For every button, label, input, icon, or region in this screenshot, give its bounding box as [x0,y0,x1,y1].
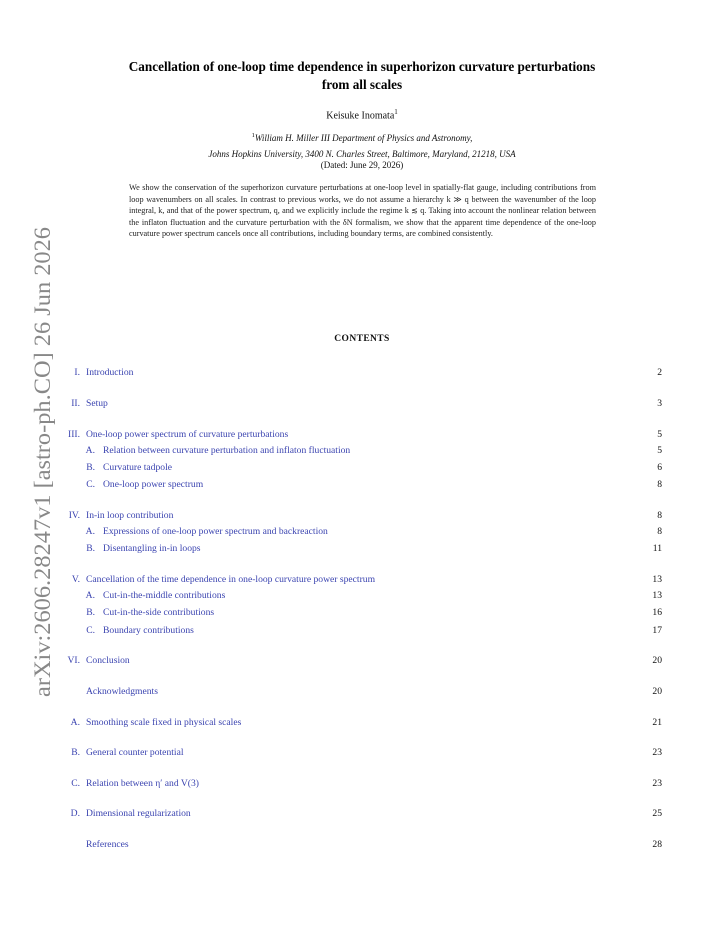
toc-entry-link[interactable]: Cut-in-the-side contributions [103,607,215,618]
toc-entry[interactable] [0,509,662,523]
toc-entry-number: B. [86,607,95,618]
toc-entry-number: C. [86,625,95,636]
toc-entry[interactable] [0,542,662,556]
toc-entry-page: 8 [657,479,662,490]
toc-entry-number: D. [70,808,80,819]
toc-entry[interactable] [0,573,662,587]
toc-entry[interactable] [0,716,662,730]
toc-entry-link[interactable]: References [86,839,129,850]
abstract: We show the conservation of the superhorizon curvature perturbations at one-loop level in spatially-flat gauge, including contributions from loop wavenumbers on all scales. In contrast to previous works, we do not assume a hierarchy k ≫ q between the wavenumber of the loop integral, k, and that of the power spectrum, q, and we explicitly include the regime k ≲ q. Taking into account the nonlinear relation between the inflaton fluctuation and the curvature perturbation with the δN formalism, we show that the apparent time dependence of the one-loop curvature power spectrum cancels once all contributions, including boundary terms, are combined consistently. [129,183,596,239]
toc-entry-page: 28 [652,839,662,850]
toc-entry-page: 2 [657,367,662,378]
toc-entry-number: A. [85,590,95,601]
dated-line: (Dated: June 29, 2026) [320,160,404,170]
toc-entry-number: II. [71,398,80,409]
toc-entry-page: 20 [652,655,662,666]
toc-entry-page: 17 [652,625,662,636]
toc-entry[interactable] [0,428,662,442]
toc-entry-page: 5 [657,445,662,456]
toc-entry[interactable] [0,746,662,760]
affiliation-superscript: 1 [251,132,255,139]
toc-entry-number: B. [71,747,80,758]
author-superscript: 1 [394,108,398,116]
toc-entry-number: C. [71,778,80,789]
toc-entry-number: VI. [67,655,80,666]
affiliation-line-2: Johns Hopkins University, 3400 N. Charles Street, Baltimore, Maryland, 21218, USA [208,148,516,159]
toc-entry[interactable] [0,606,662,620]
arxiv-identifier-text: arXiv:2606.28247v1 [astro-ph.CO] 26 Jun 2026 [30,244,56,697]
toc-entry-link[interactable]: Acknowledgments [86,686,158,697]
toc-entry-number: B. [86,543,95,554]
title-line-2: from all scales [321,77,403,92]
toc-entry[interactable] [0,807,662,821]
toc-entry[interactable] [0,397,662,411]
toc-entry-page: 23 [652,778,662,789]
toc-entry[interactable] [0,624,662,638]
toc-entry-number: A. [85,526,95,537]
toc-entry[interactable] [0,444,662,458]
toc-entry-page: 11 [652,543,662,554]
author-name: Keisuke Inomata [326,110,395,122]
toc-entry-link[interactable]: Setup [86,398,108,409]
toc-entry-link[interactable]: Boundary contributions [103,625,194,636]
toc-entry-number: V. [71,574,80,585]
toc-entry-page: 8 [657,510,662,521]
toc-entry-link[interactable]: Curvature tadpole [103,462,172,473]
toc-entry-link[interactable]: Cancellation of the time dependence in one-loop curvature power spectrum [86,574,376,585]
toc-entry-page: 20 [652,686,662,697]
toc-entry-link[interactable]: In-in loop contribution [86,510,174,521]
toc-entry-number: A. [70,717,80,728]
toc-entry-link[interactable]: Relation between curvature perturbation and inflaton fluctuation [103,445,351,456]
toc-entry-page: 8 [657,526,662,537]
toc-entry-link[interactable]: Conclusion [86,655,130,666]
toc-entry-page: 5 [657,429,662,440]
toc-entry-page: 25 [652,808,662,819]
toc-entry[interactable] [0,838,662,852]
toc-entry-link[interactable]: One-loop power spectrum [103,479,204,490]
toc-entry-link[interactable]: Introduction [86,367,134,378]
toc-entry-link[interactable]: Expressions of one-loop power spectrum and backreaction [103,526,328,537]
toc-entry-page: 3 [657,398,662,409]
toc-entry[interactable] [0,478,662,492]
toc-entry-page: 16 [652,607,662,618]
toc-entry-number: IV. [68,510,80,521]
toc-entry-page: 13 [652,574,662,585]
toc-entry-link[interactable]: Disentangling in-in loops [103,543,201,554]
toc-entry-link[interactable]: Relation between η′ and V(3) [86,778,199,789]
toc-entry-link[interactable]: One-loop power spectrum of curvature perturbations [86,429,289,440]
toc-entry-page: 21 [652,717,662,728]
contents-heading: CONTENTS [334,334,390,344]
toc-entry[interactable] [0,525,662,539]
toc-entry-number: III. [68,429,80,440]
toc-entry-number: B. [86,462,95,473]
toc-entry[interactable] [0,777,662,791]
title-line-1: Cancellation of one-loop time dependence in superhorizon curvature perturbations [128,59,596,74]
toc-entry-link[interactable]: Smoothing scale fixed in physical scales [86,717,242,728]
toc-entry-link[interactable]: General counter potential [86,747,184,758]
toc-entry-number: C. [86,479,95,490]
toc-entry[interactable] [0,589,662,603]
affiliation-line-1: William H. Miller III Department of Physics and Astronomy, [254,133,473,143]
toc-entry-number: A. [85,445,95,456]
toc-entry[interactable] [0,685,662,699]
toc-entry-number: I. [74,367,80,378]
toc-entry[interactable] [0,461,662,475]
toc-entry-page: 23 [652,747,662,758]
toc-entry[interactable] [0,654,662,668]
toc-entry-link[interactable]: Dimensional regularization [86,808,191,819]
toc-entry-page: 6 [657,462,662,473]
toc-entry-link[interactable]: Cut-in-the-middle contributions [103,590,226,601]
toc-entry-page: 13 [652,590,662,601]
toc-entry[interactable] [0,366,662,380]
